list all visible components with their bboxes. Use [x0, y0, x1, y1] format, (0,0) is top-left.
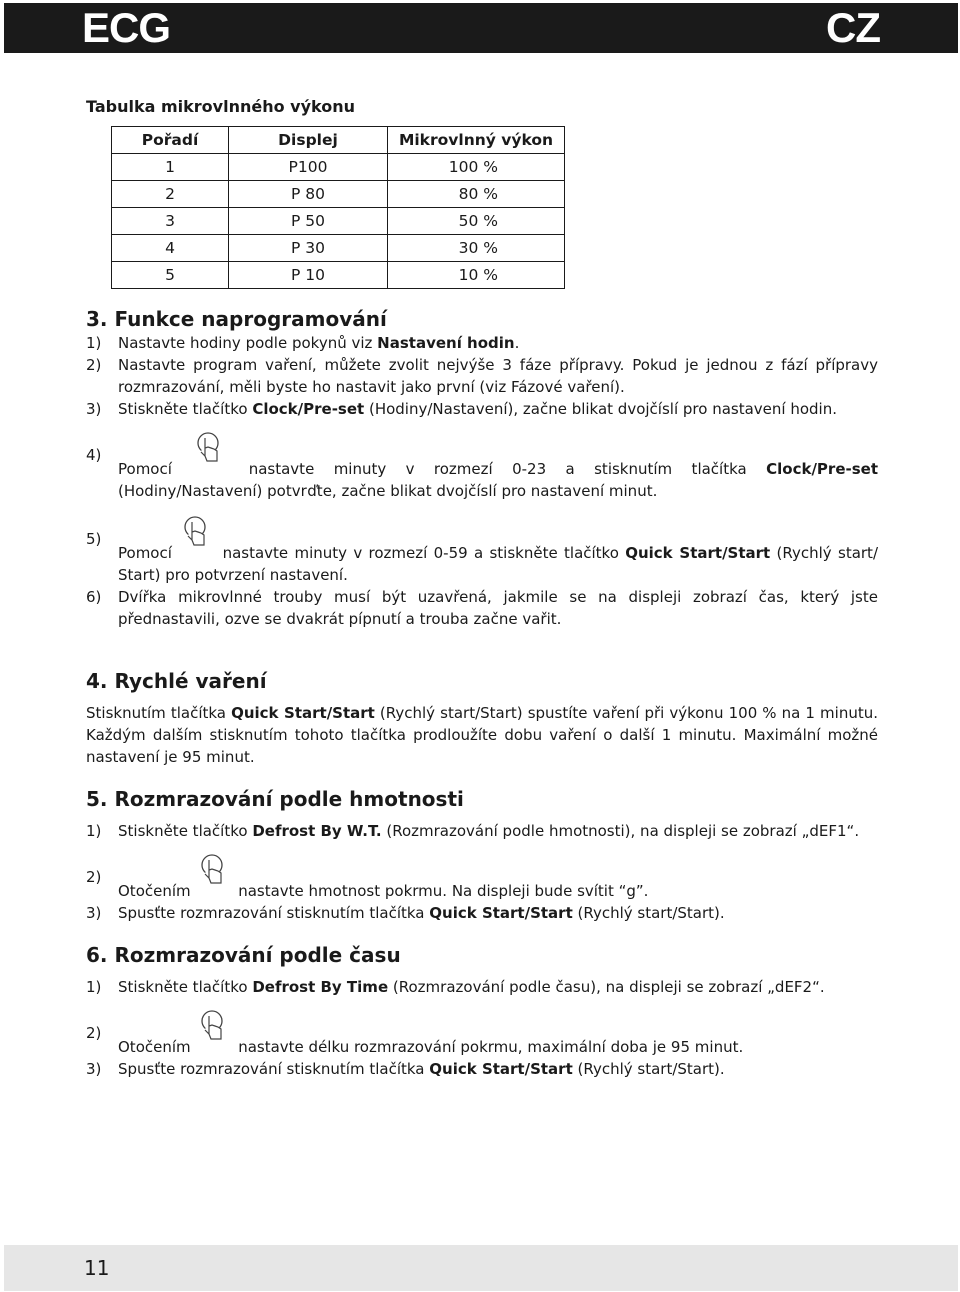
table-cell: 50 % — [388, 208, 565, 235]
step-text: (Rychlý start/Start). — [572, 904, 725, 922]
table-header-cell: Displej — [229, 127, 388, 154]
step-text: (Rozmrazování podle času), na displeji se zobrazí „dEF2“. — [388, 978, 825, 996]
table-cell: P 10 — [229, 262, 388, 289]
step-number: 5) — [86, 530, 102, 548]
step-bold-text: Clock/Pre-set — [252, 400, 365, 418]
brand-logo: ECG — [82, 4, 171, 51]
step-text: Otočením — [118, 1038, 191, 1056]
section-5-title: 5. Rozmrazování podle hmotnosti — [86, 787, 464, 811]
step-text: Stiskněte tlačítko — [118, 400, 253, 418]
step-number: 1) — [86, 978, 102, 996]
step-text: . — [514, 334, 520, 352]
table-title: Tabulka mikrovlnného výkonu — [86, 97, 356, 116]
step-bold-text: Defrost By Time — [252, 978, 389, 996]
para-text: (Rychlý start/Start) spustíte vaření při výkonu 100 % na 1 minutu. Každým dalším stisknutím tohoto tlačítka prodloužíte dobu vaření o další 1 minutu. Maximální možné nastavení je 95 minut. — [86, 704, 878, 766]
section-6-title: 6. Rozmrazování podle času — [86, 943, 401, 967]
step-number: 3) — [86, 1060, 102, 1078]
table-row — [112, 181, 565, 208]
step-text: (Hodiny/Nastavení) potvrďte, začne blikat dvojčíslí pro nastavení minut. — [118, 482, 658, 500]
step-5-2 — [86, 866, 878, 902]
language-code: CZ — [826, 4, 880, 51]
step-text: Stiskněte tlačítko — [118, 822, 253, 840]
step-number: 2) — [86, 1024, 102, 1042]
page-footer — [4, 1245, 958, 1291]
table-header-cell: Pořadí — [112, 127, 229, 154]
para-bold-text: Quick Start/Start — [231, 704, 375, 722]
table-header-row — [112, 127, 565, 154]
step-number: 6) — [86, 588, 102, 606]
table-cell: P100 — [229, 154, 388, 181]
step-3-1 — [86, 332, 878, 354]
step-text: nastavte minuty v rozmezí 0-59 a stiskněte tlačítko — [222, 544, 626, 562]
step-3-6 — [86, 586, 878, 630]
step-text: Pomocí — [118, 544, 172, 562]
step-text: Nastavte program vaření, můžete zvolit nejvýše 3 fáze přípravy. Pokud je jednou z fází přípravy rozmrazování, měli byste ho nastavit jako první (viz Fázové vaření). — [118, 356, 878, 396]
step-3-3 — [86, 398, 878, 420]
step-text: (Rychlý start/ Start) pro potvrzení nastavení. — [118, 544, 878, 584]
step-text: Spusťte rozmrazování stisknutím tlačítka — [118, 904, 430, 922]
step-bold-text: Defrost By W.T. — [252, 822, 382, 840]
table-header-cell: Mikrovlnný výkon — [388, 127, 565, 154]
knob-hand-icon — [199, 866, 229, 900]
step-5-3 — [86, 902, 878, 924]
step-text: Otočením — [118, 882, 191, 900]
step-bold-text: Quick Start/Start — [625, 544, 771, 562]
step-6-3 — [86, 1058, 878, 1080]
table-cell: 5 — [112, 262, 229, 289]
table-row — [112, 154, 565, 181]
knob-hand-icon — [195, 444, 225, 478]
step-3-2 — [86, 354, 878, 398]
step-number: 4) — [86, 446, 102, 464]
step-text: Dvířka mikrovlnné trouby musí být uzavřená, jakmile se na displeji zobrazí čas, který jste přednastavili, ozve se dvakrát pípnutí a trouba začne vařit. — [118, 588, 878, 628]
step-text: nastavte délku rozmrazování pokrmu, maximální doba je 95 minut. — [238, 1038, 744, 1056]
step-text: Nastavte hodiny podle pokynů viz — [118, 334, 378, 352]
table-cell: 1 — [112, 154, 229, 181]
step-text: (Rychlý start/Start). — [572, 1060, 725, 1078]
section-4-paragraph — [86, 702, 878, 768]
table-cell: P 80 — [229, 181, 388, 208]
page-content — [86, 96, 878, 1080]
step-bold-text: Clock/Pre-set — [766, 460, 878, 478]
step-6-1 — [86, 976, 878, 998]
table-cell: 4 — [112, 235, 229, 262]
table-row — [112, 262, 565, 289]
step-5-1 — [86, 820, 878, 842]
section-4-title: 4. Rychlé vaření — [86, 669, 267, 693]
step-text: Spusťte rozmrazování stisknutím tlačítka — [118, 1060, 430, 1078]
step-text: Stiskněte tlačítko — [118, 978, 253, 996]
step-6-2 — [86, 1022, 878, 1058]
section-3-title: 3. Funkce naprogramování — [86, 307, 387, 331]
power-table — [111, 126, 565, 289]
knob-hand-icon — [182, 528, 212, 562]
table-cell: 80 % — [388, 181, 565, 208]
table-cell: 10 % — [388, 262, 565, 289]
step-text: nastavte hmotnost pokrmu. Na displeji bude svítit “g”. — [238, 882, 649, 900]
step-number: 1) — [86, 822, 102, 840]
step-number: 3) — [86, 904, 102, 922]
step-text: (Rozmrazování podle hmotnosti), na displeji se zobrazí „dEF1“. — [381, 822, 860, 840]
table-row — [112, 208, 565, 235]
table-cell: P 30 — [229, 235, 388, 262]
step-number: 2) — [86, 868, 102, 886]
step-bold-text: Quick Start/Start — [429, 904, 573, 922]
page-number: 11 — [84, 1256, 110, 1280]
knob-hand-icon — [199, 1022, 229, 1056]
para-text: Stisknutím tlačítka — [86, 704, 232, 722]
step-bold-text: Nastavení hodin — [377, 334, 515, 352]
step-3-4 — [86, 444, 878, 502]
step-number: 2) — [86, 356, 102, 374]
table-cell: P 50 — [229, 208, 388, 235]
step-bold-text: Quick Start/Start — [429, 1060, 573, 1078]
step-text: (Hodiny/Nastavení), začne blikat dvojčíslí pro nastavení hodin. — [364, 400, 837, 418]
table-cell: 2 — [112, 181, 229, 208]
table-cell: 3 — [112, 208, 229, 235]
step-3-5 — [86, 528, 878, 586]
step-text: Pomocí — [118, 460, 172, 478]
step-number: 1) — [86, 334, 102, 352]
step-text: nastavte minuty v rozmezí 0-23 a stisknutím tlačítka — [248, 460, 767, 478]
table-cell: 30 % — [388, 235, 565, 262]
step-number: 3) — [86, 400, 102, 418]
table-row — [112, 235, 565, 262]
page-header — [4, 3, 958, 53]
table-cell: 100 % — [388, 154, 565, 181]
